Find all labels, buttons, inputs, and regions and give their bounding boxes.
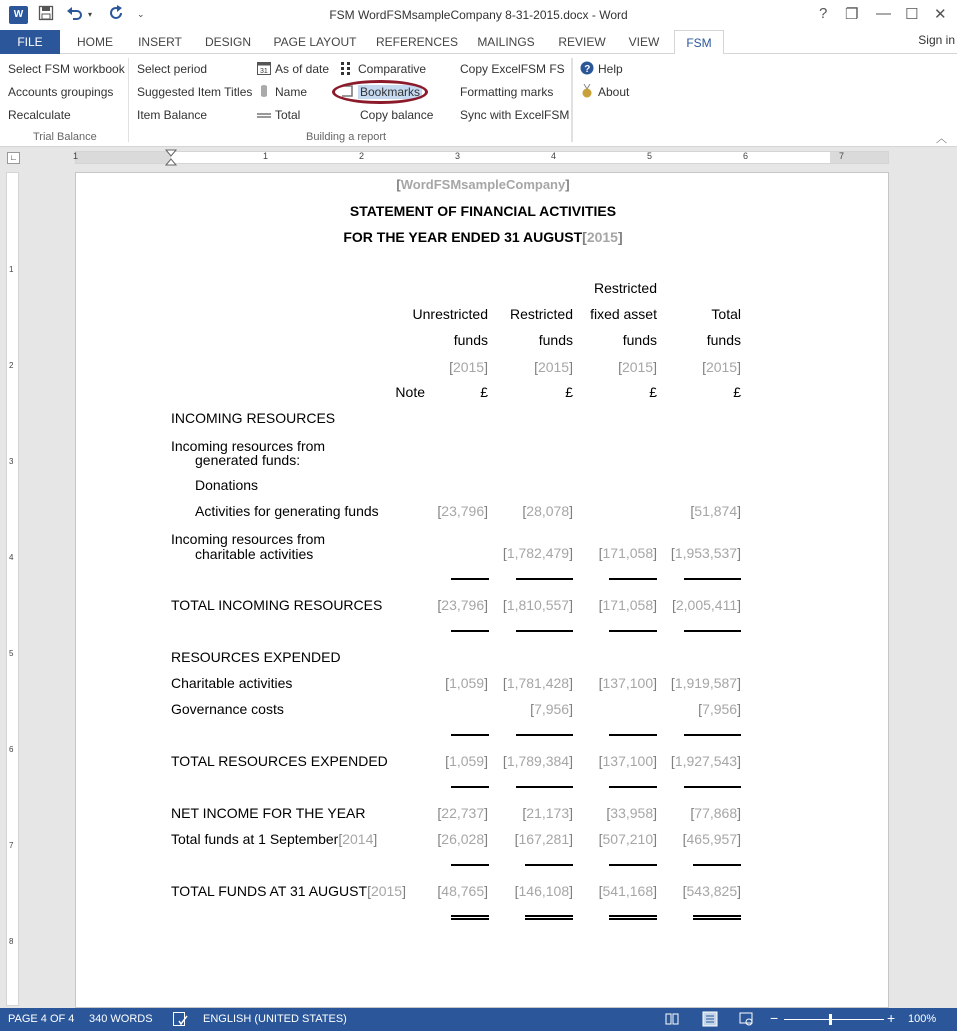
zoom-slider-thumb[interactable]: [829, 1014, 832, 1025]
header-note: Note: [395, 384, 425, 400]
help-circle-icon: [580, 61, 594, 75]
collapse-ribbon-icon[interactable]: ︿: [936, 133, 947, 145]
value-field[interactable]: [137,100]: [598, 675, 657, 691]
header-unrestricted: Unrestricted: [412, 306, 488, 322]
ribbon-tabs: [0, 30, 957, 54]
value-field[interactable]: [48,765]: [437, 883, 488, 899]
formatting-marks-button[interactable]: Formatting marks: [460, 85, 554, 99]
tab-file[interactable]: FILE: [0, 30, 60, 54]
word-logo-icon[interactable]: W: [9, 6, 28, 24]
highlight-ellipse: [332, 80, 428, 104]
value-field[interactable]: [1,953,537]: [670, 545, 741, 561]
name-label: Name: [275, 85, 308, 99]
value-field[interactable]: [23,796]: [437, 597, 488, 613]
svg-text:31: 31: [260, 68, 268, 75]
value-field[interactable]: [167,281]: [514, 831, 573, 847]
year-field[interactable]: [2015]: [449, 359, 488, 375]
row-label-total-incoming: TOTAL INCOMING RESOURCES: [171, 597, 383, 613]
value-field[interactable]: [51,874]: [690, 503, 741, 519]
tab-references[interactable]: REFERENCES: [375, 35, 458, 49]
value-field[interactable]: [1,810,557]: [502, 597, 573, 613]
row-label: charitable activities: [195, 546, 314, 562]
row-label-governance: Governance costs: [171, 701, 284, 717]
header-fixed-asset: fixed asset: [590, 306, 657, 322]
row-label-funds-end: TOTAL FUNDS AT 31 AUGUST[2015]: [171, 883, 406, 899]
year-field[interactable]: [2015]: [618, 359, 657, 375]
value-field[interactable]: [543,825]: [682, 883, 741, 899]
help-button[interactable]: [580, 61, 623, 76]
statement-title: STATEMENT OF FINANCIAL ACTIVITIES: [349, 203, 617, 219]
header-currency: £: [480, 384, 488, 400]
name-tag-icon: [257, 84, 271, 98]
language-indicator[interactable]: ENGLISH (UNITED STATES): [203, 1013, 347, 1025]
tab-view[interactable]: VIEW: [628, 35, 660, 49]
row-label: Incoming resources from: [171, 438, 326, 454]
value-field[interactable]: [1,059]: [445, 675, 488, 691]
document-body: [76, 173, 890, 1009]
value-field[interactable]: [23,796]: [437, 503, 488, 519]
period-title: FOR THE YEAR ENDED 31 AUGUST[2015]: [343, 229, 623, 245]
copy-excelfsm-fs-button[interactable]: Copy ExcelFSM FS: [460, 62, 565, 76]
read-mode-icon[interactable]: [665, 1012, 679, 1029]
document-page[interactable]: [75, 172, 889, 1008]
item-balance-button[interactable]: Item Balance: [137, 108, 208, 122]
page-count[interactable]: PAGE 4 OF 4: [8, 1013, 75, 1025]
word-count[interactable]: 340 WORDS: [89, 1013, 153, 1025]
help-label: Help: [598, 62, 623, 76]
value-field[interactable]: [26,028]: [437, 831, 488, 847]
vertical-ruler[interactable]: 1 2 3 4 5 6 7 8: [6, 172, 19, 1006]
value-field[interactable]: [137,100]: [598, 753, 657, 769]
tab-mailings[interactable]: MAILINGS: [477, 35, 535, 49]
section-resources-expended: RESOURCES EXPENDED: [171, 649, 341, 665]
tab-review[interactable]: REVIEW: [558, 35, 606, 49]
value-field[interactable]: [77,868]: [690, 805, 741, 821]
value-field[interactable]: [28,078]: [522, 503, 573, 519]
row-label-activities: Activities for generating funds: [195, 503, 379, 519]
name-button[interactable]: [257, 84, 307, 99]
ribbon-display-icon[interactable]: ❐: [845, 6, 859, 23]
close-icon[interactable]: ✕: [934, 6, 947, 23]
header-funds: funds: [706, 332, 741, 348]
value-field[interactable]: [171,058]: [598, 545, 657, 561]
row-label: generated funds:: [195, 452, 301, 468]
horizontal-ruler[interactable]: 1 1 2 3 4 5 6 7: [75, 151, 889, 164]
value-field[interactable]: [1,919,587]: [670, 675, 741, 691]
header-funds: funds: [622, 332, 657, 348]
value-field[interactable]: [21,173]: [522, 805, 573, 821]
tab-design[interactable]: DESIGN: [204, 35, 251, 49]
sign-in-link[interactable]: Sign in: [918, 33, 955, 47]
recalculate-button[interactable]: Recalculate: [8, 108, 71, 122]
columns-icon: [340, 61, 354, 75]
header-total: Total: [711, 306, 741, 322]
value-field[interactable]: [1,781,428]: [502, 675, 573, 691]
print-layout-icon[interactable]: [702, 1011, 718, 1030]
group-label-building-a-report: Building a report: [306, 131, 387, 143]
about-label: About: [598, 85, 630, 99]
maximize-icon[interactable]: ☐: [905, 6, 919, 23]
value-field[interactable]: [146,108]: [514, 883, 573, 899]
header-restricted-fixed-top: Restricted: [593, 280, 657, 296]
value-field[interactable]: [507,210]: [598, 831, 657, 847]
tab-fsm[interactable]: FSM: [674, 30, 724, 55]
ribbon-separator: [572, 58, 573, 142]
customize-toolbar-icon[interactable]: ⌄: [137, 9, 145, 19]
zoom-in-button[interactable]: +: [887, 1010, 896, 1026]
indent-marker-icon[interactable]: [165, 149, 177, 167]
value-field[interactable]: [465,957]: [682, 831, 741, 847]
svg-text:?: ?: [584, 64, 591, 75]
sync-with-excelfsm-button[interactable]: Sync with ExcelFSM: [460, 108, 570, 122]
total-button[interactable]: [257, 107, 300, 122]
calendar-icon: [257, 61, 271, 75]
window-title: FSM WordFSMsampleCompany 8-31-2015.docx - Word: [329, 8, 628, 22]
row-label-funds-start: Total funds at 1 September[2014]: [171, 831, 378, 847]
zoom-out-button[interactable]: −: [770, 1010, 779, 1026]
help-icon[interactable]: ?: [819, 5, 828, 22]
accounts-groupings-button[interactable]: Accounts groupings: [8, 85, 114, 99]
suggested-item-titles-button[interactable]: Suggested Item Titles: [137, 85, 253, 99]
row-label-total-expended: TOTAL RESOURCES EXPENDED: [171, 753, 388, 769]
year-field[interactable]: [2015]: [534, 359, 573, 375]
group-label-trial-balance: Trial Balance: [33, 131, 97, 143]
tab-home[interactable]: HOME: [77, 35, 113, 49]
select-fsm-workbook-button[interactable]: Select FSM workbook: [8, 62, 125, 76]
header-currency: £: [565, 384, 573, 400]
ribbon-separator: [128, 58, 129, 142]
as-of-date-label: As of date: [275, 62, 330, 76]
title-bar: [0, 0, 957, 30]
value-field[interactable]: [33,958]: [606, 805, 657, 821]
zoom-slider[interactable]: [784, 1019, 884, 1020]
bookmarks-label: Bookmarks: [360, 85, 421, 99]
header-currency: £: [649, 384, 657, 400]
web-layout-icon[interactable]: [739, 1012, 753, 1029]
row-label-donations: Donations: [195, 477, 259, 493]
value-field[interactable]: [1,789,384]: [502, 753, 573, 769]
comparative-button[interactable]: [340, 61, 426, 76]
value-field[interactable]: [1,782,479]: [502, 545, 573, 561]
undo-icon[interactable]: [66, 5, 84, 25]
value-field[interactable]: [171,058]: [598, 597, 657, 613]
zoom-level[interactable]: 100%: [908, 1013, 937, 1025]
year-field[interactable]: [2015]: [702, 359, 741, 375]
comparative-label: Comparative: [358, 62, 427, 76]
header-restricted: Restricted: [509, 306, 573, 322]
status-bar: [0, 1008, 957, 1031]
minimize-icon[interactable]: —: [876, 5, 891, 22]
select-period-button[interactable]: Select period: [137, 62, 208, 76]
section-incoming-resources: INCOMING RESOURCES: [171, 410, 336, 426]
value-field[interactable]: [7,956]: [530, 701, 573, 717]
double-line-icon: [257, 107, 271, 121]
value-field[interactable]: [7,956]: [698, 701, 741, 717]
redo-icon[interactable]: [108, 5, 124, 25]
tab-insert[interactable]: INSERT: [138, 35, 182, 49]
value-field[interactable]: [22,737]: [437, 805, 488, 821]
copy-balance-button[interactable]: Copy balance: [360, 108, 434, 122]
undo-dropdown-icon[interactable]: ▾: [88, 10, 93, 19]
header-funds: funds: [538, 332, 573, 348]
value-field[interactable]: [1,927,543]: [670, 753, 741, 769]
tab-page-layout[interactable]: PAGE LAYOUT: [273, 35, 357, 49]
ribbon-fsm: [0, 54, 957, 147]
total-label: Total: [275, 108, 301, 122]
medal-icon: [580, 84, 594, 98]
row-label-charitable-activities: Charitable activities: [171, 675, 293, 691]
as-of-date-button[interactable]: [257, 61, 329, 76]
save-icon[interactable]: [38, 5, 54, 25]
tab-selector[interactable]: ∟: [7, 152, 20, 164]
header-currency: £: [733, 384, 741, 400]
value-field[interactable]: [541,168]: [598, 883, 657, 899]
proofing-icon[interactable]: [172, 1011, 188, 1030]
company-name-field[interactable]: [WordFSMsampleCompany]: [396, 177, 570, 192]
value-field[interactable]: [1,059]: [445, 753, 488, 769]
row-label: Incoming resources from: [171, 531, 326, 547]
value-field[interactable]: [2,005,411]: [671, 597, 741, 613]
header-funds: funds: [453, 332, 488, 348]
about-button[interactable]: [580, 84, 629, 99]
row-label-net-income: NET INCOME FOR THE YEAR: [171, 805, 366, 821]
